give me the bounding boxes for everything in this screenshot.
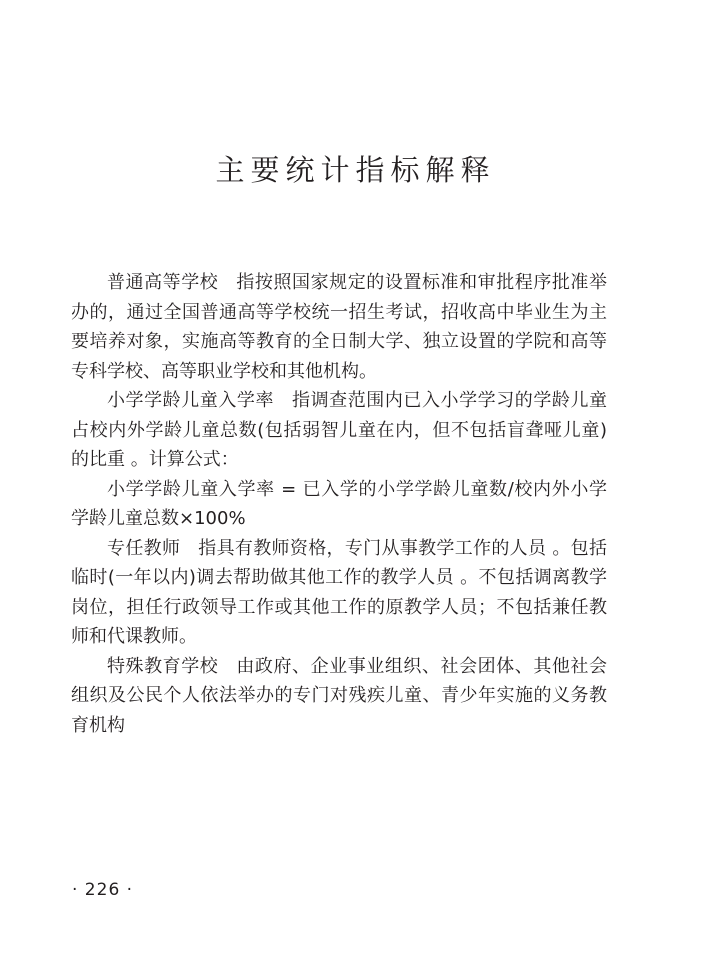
entry-special-education-schools: [71, 652, 607, 741]
formula-text: 小学学龄儿童入学率 = 已入学的小学学龄儿童数/校内外小学学龄儿童总数×100%: [71, 478, 607, 529]
entry-enrollment-formula: [71, 475, 607, 534]
entry-term: 小学学龄儿童入学率: [107, 390, 275, 411]
entry-definition: 指按照国家规定的设置标准和审批程序批准举办的，通过全国普通高等学校统一招生考试，招收高中毕业生为主要培养对象，实施高等教育的全日制大学、独立设置的学院和高等专科学校、高等职业学校和其他机构。: [71, 272, 607, 382]
entry-term: 普通高等学校: [107, 272, 219, 293]
entry-definition: 由政府、企业事业组织、社会团体、其他社会组织及公民个人依法举办的专门对残疾儿童、青少年实施的义务教育机构: [71, 655, 607, 736]
page-title: 主要统计指标解释: [215, 153, 496, 187]
definitions-body: [71, 268, 607, 740]
page-number: · 226 ·: [72, 880, 134, 900]
entry-term: 特殊教育学校: [107, 655, 219, 677]
entry-definition: 指具有教师资格，专门从事教学工作的人员 。包括临时(一年以内)调去帮助做其他工作的教学人员 。不包括调离教学岗位，担任行政领导工作或其他工作的原教学人员；不包括兼任教师和代课教师。: [71, 537, 607, 647]
entry-primary-enrollment-rate: [71, 386, 607, 475]
entry-full-time-teachers: [71, 534, 607, 652]
entry-regular-higher-education: [71, 268, 607, 386]
entry-term: 专任教师: [107, 537, 181, 559]
entry-definition: 指调查范围内已入小学学习的学龄儿童占校内外学龄儿童总数(包括弱智儿童在内，但不包括盲聋哑儿童)的比重 。计算公式：: [71, 390, 608, 470]
